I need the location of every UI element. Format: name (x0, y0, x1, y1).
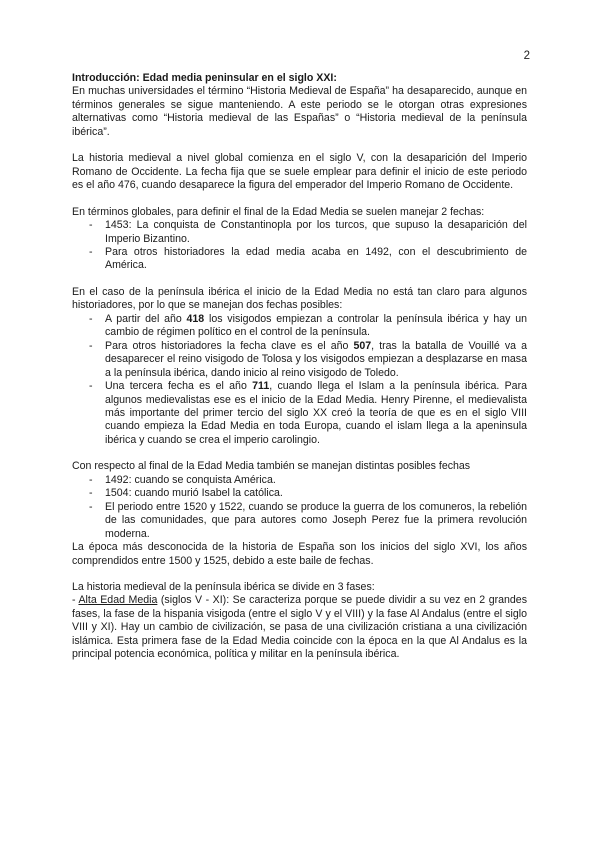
alta-edad-media-paragraph: - Alta Edad Media (siglos V - XI): Se caracteriza porque se puede dividir a su vez en 2 grandes fases, la fase de la hispania visigoda (entre el siglo V y el VIII) y la fase Al Andalus (entre el siglo VIII y XI). Hay un cambio de civilización, se pasa de una civilización cristiana a una civilización islámica. Esta primera fase de la Edad Media coincide con la época en la que Al Andalus es la principal potencia económica, política y militar en la península ibérica. (72, 594, 527, 661)
list-item: - 1453: La conquista de Constantinopla por los turcos, que supuso la desaparición del Imperio Bizantino. (72, 219, 527, 246)
iberian-end-intro: Con respecto al final de la Edad Media también se manejan distintas posibles fechas (72, 460, 471, 473)
global-end-list (72, 219, 527, 273)
global-start-paragraph: La historia medieval a nivel global comienza en el siglo V, con la desaparición del Imperio Romano de Occidente. La fecha fija que se suele emplear para definir el inicio de este periodo es el año 476, cuando desaparece la figura del emperador del Imperio Romano de Occidente. (72, 152, 527, 192)
year-711: 711 (252, 380, 270, 393)
list-item: - A partir del año 418 los visigodos empiezan a controlar la península ibérica y hay un cambio de régimen político en el control de la península. (72, 313, 527, 340)
list-item: - 1492: cuando se conquista América. (72, 474, 527, 487)
intro-paragraph: En muchas universidades el término “Historia Medieval de España” ha desaparecido, aunque en términos generales se sigue manteniendo. A este periodo se le otorgan otras expresiones alternativas como “Historia medieval de las Españas” o “Historia medieval de la península ibérica”. (72, 85, 527, 138)
least-known-paragraph: La época más desconocida de la historia de España son los inicios del siglo XVI, los años comprendidos entre 1500 y 1525, debido a este baile de fechas. (72, 541, 527, 567)
list-item: - 1504: cuando murió Isabel la católica. (72, 487, 527, 500)
page-number: 2 (523, 50, 530, 62)
iberian-start-intro: En el caso de la península ibérica el inicio de la Edad Media no está tan claro para algunos historiadores, por lo que se manejan dos fechas posibles: (72, 285, 527, 312)
iberian-end-list (72, 474, 527, 541)
document-content (72, 72, 527, 662)
list-item: - Una tercera fecha es el año 711, cuando llega el Islam a la península ibérica. Para algunos medievalistas ese es el inicio de la Edad Media. Henry Pirenne, el medievalista más importante del primer tercio del siglo XX creó la teoría de que es en el siglo VIII cuando empieza la Edad Media en toda Europa, cuando el islam llega a la apeninsula ibérica y cuando se crea el imperio carolingio. (72, 380, 527, 447)
global-end-intro: En términos globales, para definir el final de la Edad Media se suelen manejar 2 fechas: (72, 205, 485, 218)
year-418: 418 (186, 312, 205, 325)
phases-intro: La historia medieval de la península ibérica se divide en 3 fases: (72, 580, 375, 593)
section-title: Introducción: Edad media peninsular en el siglo XXI: (72, 72, 337, 84)
iberian-start-list (72, 313, 527, 448)
list-item: - El periodo entre 1520 y 1522, cuando se produce la guerra de los comuneros, la rebelión de las comunidades, que para autores como Joseph Perez fue la primera revolución moderna. (72, 501, 527, 541)
year-507: 507 (353, 339, 372, 352)
alta-edad-media-label: Alta Edad Media (78, 594, 158, 607)
list-item: - Para otros historiadores la fecha clave es el año 507, tras la batalla de Vouillé va a desaparecer el reino visigodo de Tolosa y los visigodos empiezan a desplazarse en masa a la península ibérica, dando inicio al reino visigodo de Toledo. (72, 340, 527, 380)
list-item: - Para otros historiadores la edad media acaba en 1492, con el descubrimiento de América. (72, 246, 527, 273)
